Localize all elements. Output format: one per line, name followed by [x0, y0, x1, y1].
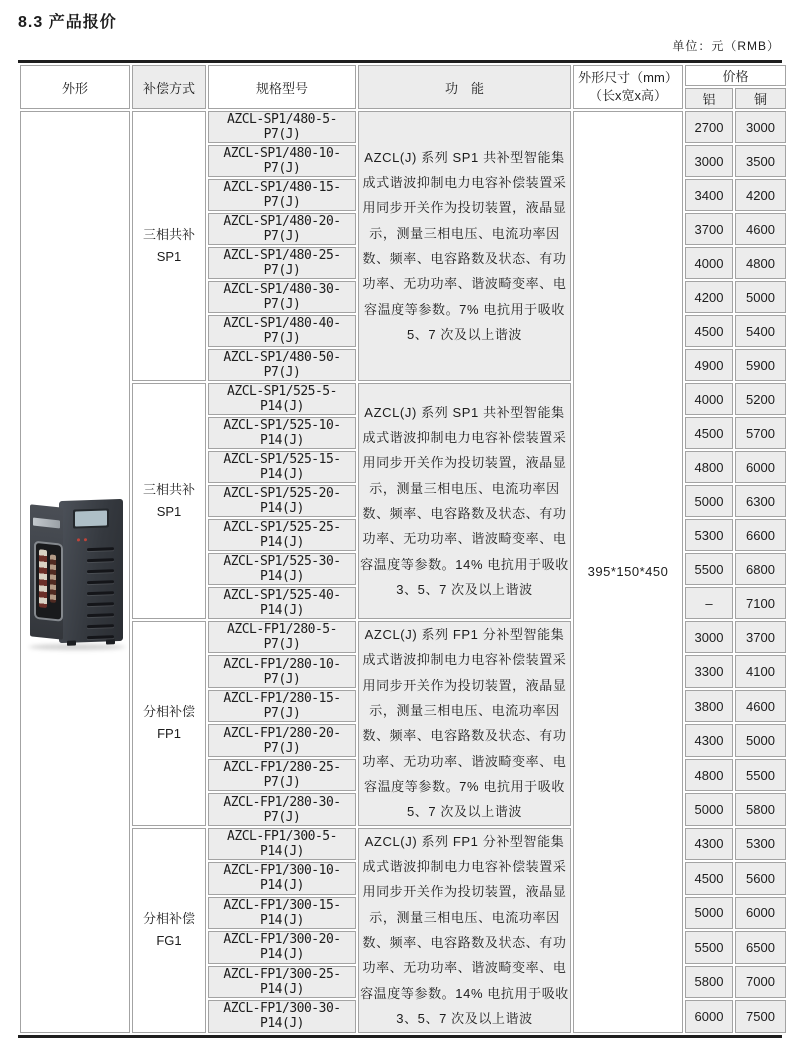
unit-note: 单位：元（RMB）: [672, 39, 780, 53]
price-aluminum-cell: 5000: [685, 897, 733, 929]
model-cell: AZCL-SP1/480-50-P7(J): [208, 349, 356, 381]
col-header-copper: 铜: [735, 88, 786, 109]
model-cell: AZCL-SP1/525-25-P14(J): [208, 519, 356, 551]
model-cell: AZCL-SP1/525-30-P14(J): [208, 553, 356, 585]
price-aluminum-cell: 4900: [685, 349, 733, 381]
product-photo-cell: [20, 111, 130, 1033]
price-copper-cell: 5700: [735, 417, 786, 449]
price-copper-cell: 6500: [735, 931, 786, 963]
price-copper-cell: 4100: [735, 655, 786, 687]
device-feet: [59, 499, 123, 501]
price-aluminum-cell: 4000: [685, 247, 733, 279]
price-copper-cell: 4600: [735, 690, 786, 722]
price-table: [18, 63, 788, 1035]
price-aluminum-cell: 3000: [685, 621, 733, 653]
lcd-screen: [75, 510, 107, 526]
device-indicator-leds: [77, 529, 91, 544]
price-aluminum-cell: 6000: [685, 1000, 733, 1032]
compensation-cell: [132, 621, 206, 826]
price-aluminum-cell: 4500: [685, 417, 733, 449]
model-cell: AZCL-SP1/525-20-P14(J): [208, 485, 356, 517]
model-cell: AZCL-FP1/280-5-P7(J): [208, 621, 356, 653]
device-component-window: [34, 540, 63, 621]
price-copper-cell: 5800: [735, 793, 786, 825]
function-cell: AZCL(J) 系列 SP1 共补型智能集成式谐波抑制电力电容补偿装置采用同步开关作为投切装置，液晶显示，测量三相电压、电流功率因数、频率、电容路数及状态、有功功率、无功功率、谐波畸变率、电容温度等参数。7% 电抗用于吸收 5、7 次及以上谐波: [358, 111, 571, 381]
col-header-shape: 外形: [20, 65, 130, 109]
compensation-code: SP1: [156, 504, 182, 519]
model-cell: AZCL-SP1/480-15-P7(J): [208, 179, 356, 211]
dims-header-line1: 外形尺寸（mm）: [578, 70, 678, 86]
price-aluminum-cell: 4300: [685, 828, 733, 860]
product-photo: [23, 492, 127, 652]
col-header-price: 价格: [685, 65, 786, 86]
price-copper-cell: 7100: [735, 587, 786, 619]
model-cell: AZCL-SP1/525-40-P14(J): [208, 587, 356, 619]
price-copper-cell: 3500: [735, 145, 786, 177]
model-cell: AZCL-FP1/300-20-P14(J): [208, 931, 356, 963]
price-copper-cell: 6300: [735, 485, 786, 517]
price-copper-cell: 6000: [735, 451, 786, 483]
price-copper-cell: 7000: [735, 966, 786, 998]
price-aluminum-cell: 3300: [685, 655, 733, 687]
device-lcd-display: [73, 508, 109, 528]
price-aluminum-cell: 3000: [685, 145, 733, 177]
price-aluminum-cell: 4800: [685, 759, 733, 791]
price-copper-cell: 5000: [735, 281, 786, 313]
compensation-cell: [132, 383, 206, 619]
model-cell: AZCL-FP1/280-30-P7(J): [208, 793, 356, 825]
model-cell: AZCL-SP1/480-25-P7(J): [208, 247, 356, 279]
col-header-function: 功 能: [358, 65, 571, 109]
price-aluminum-cell: 3400: [685, 179, 733, 211]
device-vent-slots: [87, 547, 114, 639]
col-header-dimensions: [573, 65, 683, 109]
table-row: [20, 111, 786, 143]
device-brand-strip: [33, 517, 60, 528]
price-copper-cell: 4600: [735, 213, 786, 245]
model-cell: AZCL-FP1/280-25-P7(J): [208, 759, 356, 791]
price-copper-cell: 3700: [735, 621, 786, 653]
compensation-code: FP1: [157, 726, 181, 742]
compensation-label: 三相共补: [142, 481, 195, 497]
col-header-compensation: 补偿方式: [132, 65, 206, 109]
model-cell: AZCL-FP1/300-25-P14(J): [208, 966, 356, 998]
price-copper-cell: 5600: [735, 862, 786, 894]
price-aluminum-cell: 4000: [685, 383, 733, 415]
capacitor-element-icon: [39, 549, 47, 608]
price-copper-cell: 5900: [735, 349, 786, 381]
dimensions-cell: 395*150*450: [573, 111, 683, 1033]
price-copper-cell: 6000: [735, 897, 786, 929]
device-front-panel: [30, 504, 63, 639]
model-cell: AZCL-SP1/525-15-P14(J): [208, 451, 356, 483]
model-cell: AZCL-SP1/480-10-P7(J): [208, 145, 356, 177]
compensation-cell: [132, 111, 206, 381]
compensation-label: 分相补偿: [142, 704, 195, 720]
price-aluminum-cell: 5000: [685, 485, 733, 517]
price-aluminum-cell: 5800: [685, 966, 733, 998]
model-cell: AZCL-SP1/525-5-P14(J): [208, 383, 356, 415]
capacitor-element-icon: [50, 554, 56, 603]
price-copper-cell: 6800: [735, 553, 786, 585]
price-copper-cell: 4800: [735, 247, 786, 279]
price-aluminum-cell: 4300: [685, 724, 733, 756]
price-copper-cell: 5200: [735, 383, 786, 415]
model-cell: AZCL-FP1/280-10-P7(J): [208, 655, 356, 687]
col-header-aluminum: 铝: [685, 88, 733, 109]
price-copper-cell: 5000: [735, 724, 786, 756]
function-cell: AZCL(J) 系列 FP1 分补型智能集成式谐波抑制电力电容补偿装置采用同步开关作为投切装置，液晶显示，测量三相电压、电流功率因数、频率、电容路数及状态、有功功率、无功功率、谐波畸变率、电容温度等参数。14% 电抗用于吸收 3、5、7 次及以上谐波: [358, 828, 571, 1033]
price-aluminum-cell: 3800: [685, 690, 733, 722]
price-aluminum-cell: 5500: [685, 931, 733, 963]
col-header-model: 规格型号: [208, 65, 356, 109]
model-cell: AZCL-SP1/480-20-P7(J): [208, 213, 356, 245]
price-aluminum-cell: 4800: [685, 451, 733, 483]
model-cell: AZCL-SP1/480-40-P7(J): [208, 315, 356, 347]
compensation-code: SP1: [156, 249, 182, 264]
compensation-label: 三相共补: [142, 226, 195, 242]
price-aluminum-cell: 4500: [685, 862, 733, 894]
price-aluminum-cell: 5000: [685, 793, 733, 825]
price-copper-cell: 5500: [735, 759, 786, 791]
price-copper-cell: 5300: [735, 828, 786, 860]
model-cell: AZCL-FP1/300-15-P14(J): [208, 897, 356, 929]
price-aluminum-cell: 4500: [685, 315, 733, 347]
model-cell: AZCL-SP1/480-30-P7(J): [208, 281, 356, 313]
compensation-cell: [132, 828, 206, 1033]
model-cell: AZCL-FP1/280-15-P7(J): [208, 690, 356, 722]
price-aluminum-cell: 5300: [685, 519, 733, 551]
price-aluminum-cell: 4200: [685, 281, 733, 313]
price-copper-cell: 5400: [735, 315, 786, 347]
function-cell: AZCL(J) 系列 SP1 共补型智能集成式谐波抑制电力电容补偿装置采用同步开关作为投切装置，液晶显示，测量三相电压、电流功率因数、频率、电容路数及状态、有功功率、无功功率、谐波畸变率、电容温度等参数。14% 电抗用于吸收 3、5、7 次及以上谐波: [358, 383, 571, 619]
model-cell: AZCL-FP1/280-20-P7(J): [208, 724, 356, 756]
price-aluminum-cell: 2700: [685, 111, 733, 143]
function-cell: AZCL(J) 系列 FP1 分补型智能集成式谐波抑制电力电容补偿装置采用同步开关作为投切装置，液晶显示，测量三相电压、电流功率因数、频率、电容路数及状态、有功功率、无功功率、谐波畸变率、电容温度等参数。7% 电抗用于吸收 5、7 次及以上谐波: [358, 621, 571, 826]
compensation-code: FG1: [156, 933, 182, 949]
compensation-label: 分相补偿: [142, 911, 195, 927]
page-title: 8.3 产品报价: [18, 14, 117, 31]
model-cell: AZCL-FP1/300-5-P14(J): [208, 828, 356, 860]
price-aluminum-cell: –: [685, 587, 733, 619]
device-shadow: [29, 644, 125, 650]
price-copper-cell: 4200: [735, 179, 786, 211]
price-aluminum-cell: 3700: [685, 213, 733, 245]
price-copper-cell: 6600: [735, 519, 786, 551]
model-cell: AZCL-SP1/525-10-P14(J): [208, 417, 356, 449]
header-row-1: [20, 65, 786, 86]
price-copper-cell: 3000: [735, 111, 786, 143]
model-cell: AZCL-FP1/300-30-P14(J): [208, 1000, 356, 1032]
price-table-frame: [18, 60, 782, 1038]
model-cell: AZCL-FP1/300-10-P14(J): [208, 862, 356, 894]
device-side-panel: [59, 499, 123, 643]
model-cell: AZCL-SP1/480-5-P7(J): [208, 111, 356, 143]
price-aluminum-cell: 5500: [685, 553, 733, 585]
dims-header-line2: （长x宽x高）: [588, 88, 667, 103]
price-copper-cell: 7500: [735, 1000, 786, 1032]
